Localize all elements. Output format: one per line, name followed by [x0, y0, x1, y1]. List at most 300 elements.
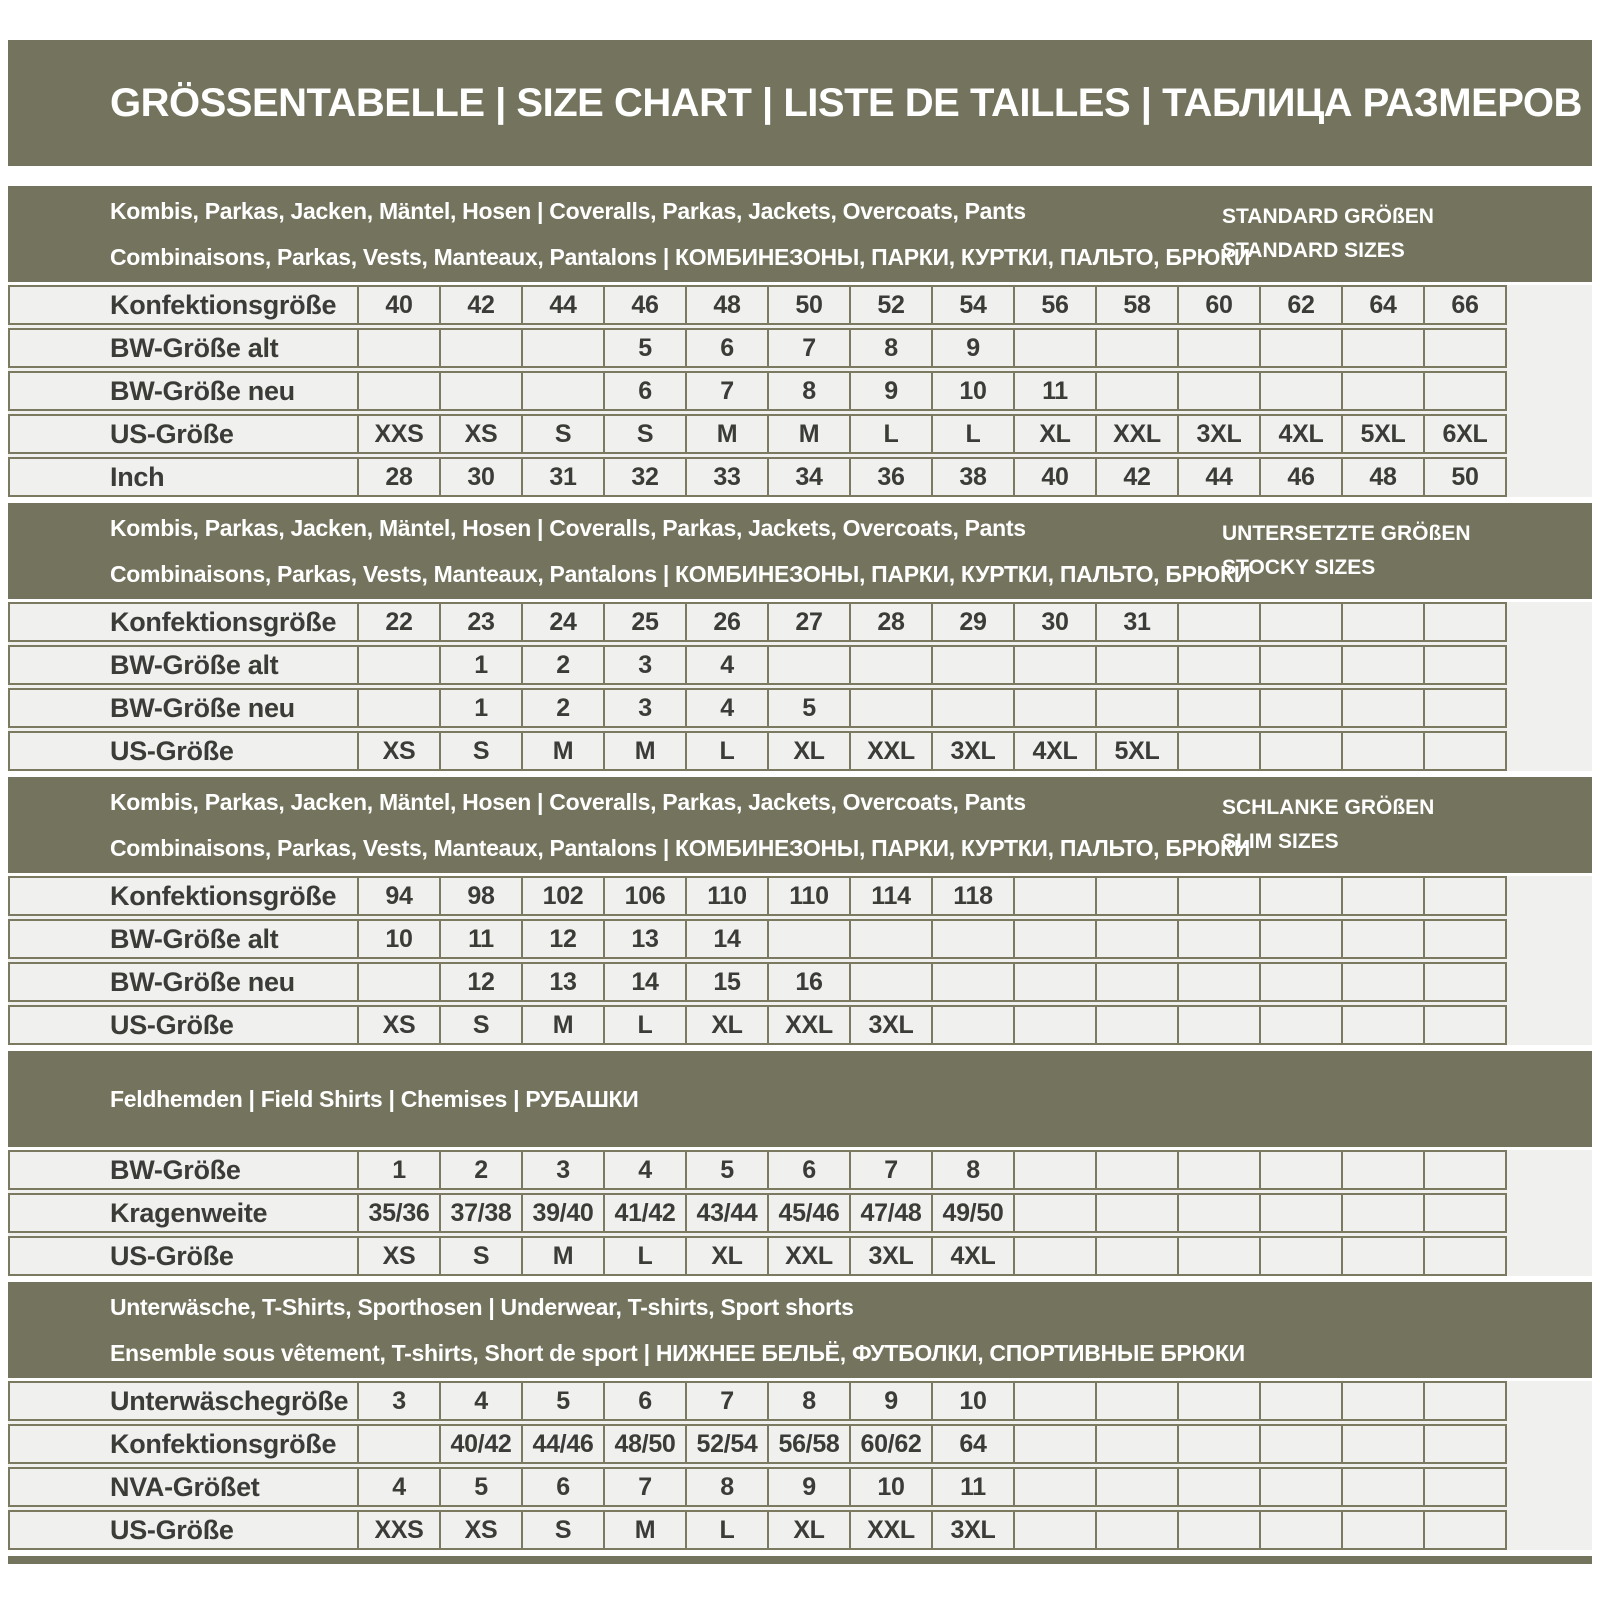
- size-cell: [931, 921, 1013, 957]
- size-cell: XS: [439, 416, 521, 452]
- size-cell: XS: [357, 1007, 439, 1043]
- row-label: BW-Größe neu: [110, 692, 295, 723]
- size-cell: 7: [685, 373, 767, 409]
- size-cell: 1: [357, 1152, 439, 1188]
- section-header-bar: [8, 777, 1592, 873]
- size-cell: 3: [521, 1152, 603, 1188]
- page-title: GRÖSSENTABELLE | SIZE CHART | LISTE DE TAILLES | ТАБЛИЦА РАЗМЕРОВ: [110, 80, 1582, 125]
- size-cell: 56/58: [767, 1426, 849, 1462]
- size-cell: S: [603, 416, 685, 452]
- size-cell: 46: [1259, 459, 1341, 495]
- size-cell: 42: [1095, 459, 1177, 495]
- size-cell: 37/38: [439, 1195, 521, 1231]
- size-cell: XL: [685, 1238, 767, 1274]
- size-cell: [357, 690, 439, 726]
- size-cell: [1341, 878, 1423, 914]
- size-cell: 50: [767, 287, 849, 323]
- size-table: [8, 876, 1592, 1045]
- size-cell: [1177, 690, 1259, 726]
- size-table: [8, 285, 1592, 497]
- size-cell: 3XL: [931, 1512, 1013, 1548]
- size-cell: [1259, 1152, 1341, 1188]
- size-cell: XXL: [849, 733, 931, 769]
- size-cell: [1177, 647, 1259, 683]
- size-cell: 30: [439, 459, 521, 495]
- size-cell: M: [521, 733, 603, 769]
- section-side-label: [1222, 205, 1574, 263]
- size-cell: L: [685, 1512, 767, 1548]
- size-cell: XXL: [849, 1512, 931, 1548]
- size-cell: [357, 373, 439, 409]
- size-cell: [1013, 1152, 1095, 1188]
- size-cell: 5XL: [1341, 416, 1423, 452]
- size-cell: 110: [685, 878, 767, 914]
- size-cell: [1177, 1238, 1259, 1274]
- table-row: [8, 328, 1507, 368]
- size-cell: 16: [767, 964, 849, 1000]
- section-title-line1: Feldhemden | Field Shirts | Chemises | РУБАШКИ: [110, 1085, 639, 1112]
- size-cell: [521, 330, 603, 366]
- section-header-bar: [8, 186, 1592, 282]
- size-cell: [1423, 690, 1505, 726]
- size-cell: 5: [767, 690, 849, 726]
- size-cell: XS: [357, 733, 439, 769]
- size-cell: [1177, 964, 1259, 1000]
- size-cell: 6: [767, 1152, 849, 1188]
- row-label: BW-Größe alt: [110, 332, 279, 363]
- size-cell: 54: [931, 287, 1013, 323]
- size-cell: 26: [685, 604, 767, 640]
- size-cell: [521, 373, 603, 409]
- size-cell: 13: [603, 921, 685, 957]
- size-cell: [1259, 733, 1341, 769]
- sections-container: [8, 186, 1592, 1550]
- section-title-line1: Kombis, Parkas, Jacken, Mäntel, Hosen | Coveralls, Parkas, Jackets, Overcoats, Pants: [110, 788, 1026, 815]
- size-cell: 50: [1423, 459, 1505, 495]
- section-title-line2: Ensemble sous vêtement, T-shirts, Short de sport | НИЖНЕЕ БЕЛЬЁ, ФУТБОЛКИ, СПОРТИВНЫЕ БРЮКИ: [110, 1339, 1245, 1366]
- size-cell: M: [521, 1238, 603, 1274]
- size-cell: 6: [685, 330, 767, 366]
- section-side-line1: UNTERSETZTE GRÖßEN: [1222, 522, 1471, 545]
- table-row: [8, 645, 1507, 685]
- size-cell: 52: [849, 287, 931, 323]
- size-cell: [1341, 1238, 1423, 1274]
- size-cell: M: [603, 1512, 685, 1548]
- size-cell: [1013, 1238, 1095, 1274]
- size-cell: L: [849, 416, 931, 452]
- size-cell: [1259, 647, 1341, 683]
- section-side-line1: SCHLANKE GRÖßEN: [1222, 796, 1435, 819]
- row-label: BW-Größe: [110, 1154, 241, 1185]
- size-cell: [1423, 1152, 1505, 1188]
- size-cell: 64: [1341, 287, 1423, 323]
- size-cell: 3XL: [849, 1238, 931, 1274]
- size-cell: 4: [439, 1383, 521, 1419]
- size-cell: 6: [603, 1383, 685, 1419]
- row-label: Konfektionsgröße: [110, 289, 337, 320]
- size-cell: [1423, 733, 1505, 769]
- size-cell: 94: [357, 878, 439, 914]
- section-side-line2: STANDARD SIZES: [1222, 239, 1405, 262]
- row-label: BW-Größe alt: [110, 923, 279, 954]
- size-cell: S: [521, 416, 603, 452]
- size-cell: [1095, 1238, 1177, 1274]
- size-cell: 3XL: [849, 1007, 931, 1043]
- size-cell: [1423, 604, 1505, 640]
- size-cell: [1259, 604, 1341, 640]
- size-cell: S: [439, 1007, 521, 1043]
- size-cell: 8: [849, 330, 931, 366]
- size-cell: [1423, 647, 1505, 683]
- size-cell: [931, 690, 1013, 726]
- section-side-line1: STANDARD GRÖßEN: [1222, 205, 1434, 228]
- size-cell: [1259, 373, 1341, 409]
- size-cell: 2: [521, 690, 603, 726]
- size-cell: [1341, 330, 1423, 366]
- table-row: [8, 602, 1507, 642]
- size-cell: 7: [685, 1383, 767, 1419]
- table-row: [8, 962, 1507, 1002]
- size-cell: [1095, 330, 1177, 366]
- row-label: US-Größe: [110, 1240, 234, 1271]
- section-header-bar: [8, 1282, 1592, 1378]
- row-label: Konfektionsgröße: [110, 880, 337, 911]
- size-cell: [357, 330, 439, 366]
- size-cell: [1095, 921, 1177, 957]
- size-cell: XL: [1013, 416, 1095, 452]
- size-cell: 45/46: [767, 1195, 849, 1231]
- size-cell: [767, 921, 849, 957]
- size-cell: [1095, 1195, 1177, 1231]
- size-cell: 2: [521, 647, 603, 683]
- size-cell: 10: [357, 921, 439, 957]
- section-title-line2: Combinaisons, Parkas, Vests, Manteaux, Pantalons | КОМБИНЕЗОНЫ, ПАРКИ, КУРТКИ, ПАЛЬТО, БРЮКИ: [110, 243, 1251, 270]
- size-cell: 3: [603, 647, 685, 683]
- size-cell: 106: [603, 878, 685, 914]
- size-cell: XS: [439, 1512, 521, 1548]
- size-cell: [1341, 1512, 1423, 1548]
- size-cell: 44: [521, 287, 603, 323]
- size-cell: [849, 921, 931, 957]
- size-cell: [1013, 330, 1095, 366]
- size-cell: XXL: [767, 1238, 849, 1274]
- size-cell: [1259, 964, 1341, 1000]
- size-cell: M: [521, 1007, 603, 1043]
- size-cell: 14: [685, 921, 767, 957]
- table-row: [8, 731, 1507, 771]
- size-cell: [1177, 878, 1259, 914]
- size-cell: [931, 1007, 1013, 1043]
- size-cell: L: [685, 733, 767, 769]
- size-cell: [1341, 647, 1423, 683]
- size-cell: [1013, 1007, 1095, 1043]
- size-cell: [1341, 1469, 1423, 1505]
- section-title-line1: Kombis, Parkas, Jacken, Mäntel, Hosen | Coveralls, Parkas, Jackets, Overcoats, Pants: [110, 514, 1026, 541]
- table-row: [8, 688, 1507, 728]
- size-cell: 7: [767, 330, 849, 366]
- size-cell: [1013, 1195, 1095, 1231]
- size-cell: [357, 1426, 439, 1462]
- size-cell: 9: [849, 1383, 931, 1419]
- size-cell: 4XL: [1259, 416, 1341, 452]
- size-cell: XXS: [357, 416, 439, 452]
- size-cell: [1341, 690, 1423, 726]
- size-cell: 4: [603, 1152, 685, 1188]
- size-cell: 60: [1177, 287, 1259, 323]
- table-row: [8, 457, 1507, 497]
- table-row: [8, 1193, 1507, 1233]
- size-cell: 10: [931, 373, 1013, 409]
- size-cell: [1095, 690, 1177, 726]
- size-cell: 35/36: [357, 1195, 439, 1231]
- size-cell: 12: [439, 964, 521, 1000]
- size-cell: [439, 373, 521, 409]
- size-cell: 36: [849, 459, 931, 495]
- size-cell: [1095, 964, 1177, 1000]
- size-cell: [1423, 1469, 1505, 1505]
- size-cell: S: [439, 1238, 521, 1274]
- row-label: Konfektionsgröße: [110, 1428, 337, 1459]
- size-cell: 118: [931, 878, 1013, 914]
- section-side-label: [1222, 522, 1574, 580]
- size-cell: [1013, 921, 1095, 957]
- section-header-bar: [8, 503, 1592, 599]
- size-cell: 52/54: [685, 1426, 767, 1462]
- size-cell: XS: [357, 1238, 439, 1274]
- size-cell: [1341, 1426, 1423, 1462]
- size-cell: [1177, 1469, 1259, 1505]
- size-cell: [1013, 1383, 1095, 1419]
- section-header-text: [110, 1086, 1574, 1113]
- size-cell: 60/62: [849, 1426, 931, 1462]
- size-cell: 98: [439, 878, 521, 914]
- size-cell: 64: [931, 1426, 1013, 1462]
- size-cell: [1013, 878, 1095, 914]
- size-cell: [1423, 921, 1505, 957]
- size-cell: [1259, 1426, 1341, 1462]
- size-cell: [1341, 1383, 1423, 1419]
- size-cell: 23: [439, 604, 521, 640]
- size-cell: 33: [685, 459, 767, 495]
- size-cell: 34: [767, 459, 849, 495]
- size-cell: S: [439, 733, 521, 769]
- section-title-line1: Unterwäsche, T-Shirts, Sporthosen | Underwear, T-shirts, Sport shorts: [110, 1293, 854, 1320]
- row-label: Inch: [110, 461, 165, 492]
- size-cell: M: [685, 416, 767, 452]
- size-cell: [1423, 1383, 1505, 1419]
- size-cell: 4: [685, 690, 767, 726]
- size-cell: 8: [931, 1152, 1013, 1188]
- size-cell: [1259, 921, 1341, 957]
- size-cell: 102: [521, 878, 603, 914]
- size-cell: [1259, 878, 1341, 914]
- size-cell: [1259, 1238, 1341, 1274]
- size-cell: [1341, 964, 1423, 1000]
- size-cell: 7: [849, 1152, 931, 1188]
- size-cell: 9: [849, 373, 931, 409]
- size-cell: 2: [439, 1152, 521, 1188]
- size-cell: 5: [521, 1383, 603, 1419]
- table-row: [8, 1150, 1507, 1190]
- size-cell: 10: [931, 1383, 1013, 1419]
- content-area: [8, 40, 1592, 1564]
- row-label: US-Größe: [110, 1009, 234, 1040]
- size-cell: [1013, 1512, 1095, 1548]
- size-cell: [1341, 373, 1423, 409]
- row-label: NVA-Größet: [110, 1471, 260, 1502]
- size-cell: [849, 647, 931, 683]
- size-cell: 5: [603, 330, 685, 366]
- size-cell: [1177, 1195, 1259, 1231]
- size-cell: 14: [603, 964, 685, 1000]
- row-label: Unterwäschegröße: [110, 1385, 349, 1416]
- size-cell: XXL: [767, 1007, 849, 1043]
- size-cell: 27: [767, 604, 849, 640]
- row-label: Kragenweite: [110, 1197, 268, 1228]
- size-cell: [767, 647, 849, 683]
- table-row: [8, 1510, 1507, 1550]
- size-cell: 7: [603, 1469, 685, 1505]
- size-cell: [1423, 878, 1505, 914]
- size-cell: 114: [849, 878, 931, 914]
- size-cell: [1177, 1383, 1259, 1419]
- size-cell: 25: [603, 604, 685, 640]
- section-header-text: [110, 514, 1251, 588]
- size-cell: [357, 964, 439, 1000]
- size-cell: 30: [1013, 604, 1095, 640]
- size-cell: [1013, 690, 1095, 726]
- size-cell: 9: [931, 330, 1013, 366]
- size-cell: L: [603, 1007, 685, 1043]
- section-title-line2: Combinaisons, Parkas, Vests, Manteaux, Pantalons | КОМБИНЕЗОНЫ, ПАРКИ, КУРТКИ, ПАЛЬТО, БРЮКИ: [110, 560, 1251, 587]
- section-side-label: [1222, 796, 1574, 854]
- section-header-text: [110, 788, 1251, 862]
- size-table: [8, 1150, 1592, 1276]
- size-cell: 66: [1423, 287, 1505, 323]
- size-cell: 8: [767, 373, 849, 409]
- size-cell: XL: [767, 733, 849, 769]
- section-title-line1: Kombis, Parkas, Jacken, Mäntel, Hosen | Coveralls, Parkas, Jackets, Overcoats, Pants: [110, 197, 1026, 224]
- size-cell: 4: [685, 647, 767, 683]
- size-cell: 11: [1013, 373, 1095, 409]
- size-cell: [1259, 1383, 1341, 1419]
- size-cell: [1423, 373, 1505, 409]
- size-cell: 29: [931, 604, 1013, 640]
- table-row: [8, 1005, 1507, 1045]
- size-cell: [1095, 878, 1177, 914]
- size-cell: L: [931, 416, 1013, 452]
- size-cell: [1177, 1007, 1259, 1043]
- size-cell: 32: [603, 459, 685, 495]
- table-row: [8, 371, 1507, 411]
- table-row: [8, 414, 1507, 454]
- size-cell: 5: [685, 1152, 767, 1188]
- size-cell: [1259, 1512, 1341, 1548]
- size-cell: [1095, 1152, 1177, 1188]
- size-cell: 4: [357, 1469, 439, 1505]
- size-cell: 5XL: [1095, 733, 1177, 769]
- size-cell: 47/48: [849, 1195, 931, 1231]
- size-cell: [1341, 1195, 1423, 1231]
- size-cell: [357, 647, 439, 683]
- table-row: [8, 285, 1507, 325]
- size-cell: 11: [439, 921, 521, 957]
- size-cell: [1177, 733, 1259, 769]
- size-cell: XL: [767, 1512, 849, 1548]
- table-row: [8, 1236, 1507, 1276]
- size-cell: [1423, 1238, 1505, 1274]
- size-cell: 40: [357, 287, 439, 323]
- size-cell: [849, 690, 931, 726]
- size-cell: [1177, 1512, 1259, 1548]
- table-row: [8, 876, 1507, 916]
- size-cell: [1259, 1007, 1341, 1043]
- size-cell: 38: [931, 459, 1013, 495]
- size-cell: 46: [603, 287, 685, 323]
- size-cell: [1259, 1469, 1341, 1505]
- size-cell: 1: [439, 647, 521, 683]
- size-cell: [1423, 1195, 1505, 1231]
- table-row: [8, 1467, 1507, 1507]
- size-cell: [1341, 733, 1423, 769]
- size-cell: 49/50: [931, 1195, 1013, 1231]
- size-cell: [1095, 373, 1177, 409]
- size-cell: 3: [603, 690, 685, 726]
- size-cell: 8: [767, 1383, 849, 1419]
- size-cell: 42: [439, 287, 521, 323]
- section-header-bar: [8, 1051, 1592, 1147]
- size-cell: 4XL: [931, 1238, 1013, 1274]
- size-cell: 41/42: [603, 1195, 685, 1231]
- size-cell: [1341, 1007, 1423, 1043]
- size-cell: 22: [357, 604, 439, 640]
- size-cell: M: [603, 733, 685, 769]
- size-cell: [1423, 1512, 1505, 1548]
- size-cell: 4XL: [1013, 733, 1095, 769]
- size-cell: 10: [849, 1469, 931, 1505]
- size-cell: 24: [521, 604, 603, 640]
- size-cell: [1423, 964, 1505, 1000]
- size-cell: 3XL: [931, 733, 1013, 769]
- size-cell: 6: [603, 373, 685, 409]
- size-cell: [1013, 647, 1095, 683]
- size-cell: [1177, 1426, 1259, 1462]
- size-cell: [1177, 921, 1259, 957]
- section-side-line2: STOCKY SIZES: [1222, 556, 1376, 579]
- size-cell: [931, 647, 1013, 683]
- size-cell: 15: [685, 964, 767, 1000]
- size-cell: [1095, 1426, 1177, 1462]
- size-cell: 28: [357, 459, 439, 495]
- size-cell: [1341, 921, 1423, 957]
- size-cell: 48: [1341, 459, 1423, 495]
- size-cell: 3: [357, 1383, 439, 1419]
- size-cell: [849, 964, 931, 1000]
- size-cell: [1013, 964, 1095, 1000]
- row-label: BW-Größe neu: [110, 375, 295, 406]
- size-cell: 44/46: [521, 1426, 603, 1462]
- size-cell: 31: [1095, 604, 1177, 640]
- size-cell: 9: [767, 1469, 849, 1505]
- size-cell: 39/40: [521, 1195, 603, 1231]
- size-cell: [439, 330, 521, 366]
- table-row: [8, 1424, 1507, 1464]
- size-cell: [1177, 1152, 1259, 1188]
- size-cell: [1095, 1469, 1177, 1505]
- size-cell: 12: [521, 921, 603, 957]
- size-cell: 8: [685, 1469, 767, 1505]
- section-header-text: [110, 197, 1251, 271]
